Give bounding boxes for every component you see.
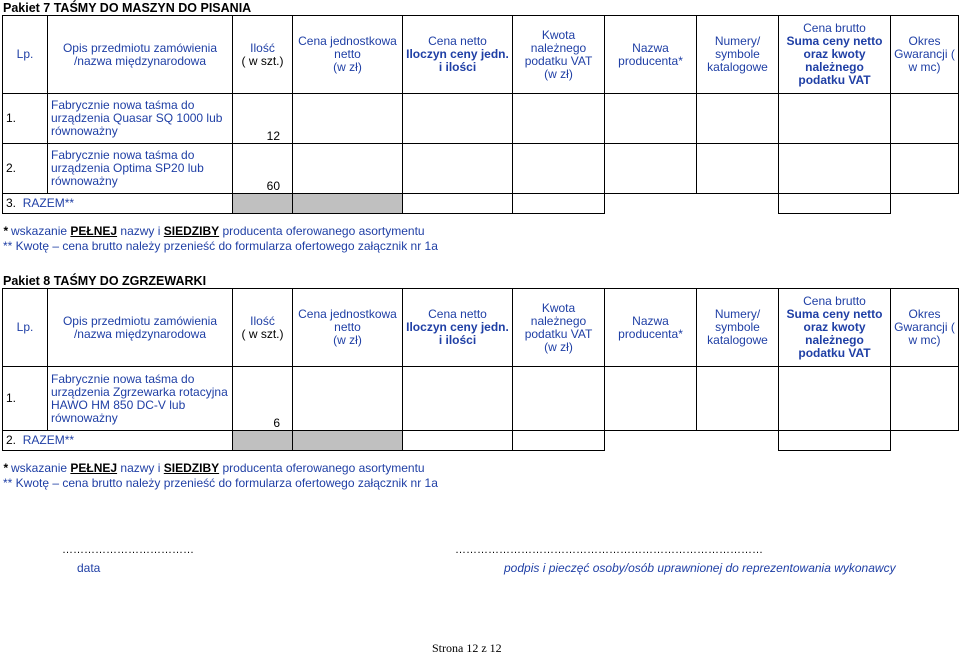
row-catalog[interactable] [697, 94, 779, 144]
note-text-d: SIEDZIBY [163, 461, 220, 475]
row-desc: Fabrycznie nowa taśma do urządzenia Optima SP20 lub równoważny [48, 144, 233, 194]
header-producer: Nazwa producenta* [605, 289, 697, 367]
total-label [3, 194, 233, 214]
total-gross[interactable] [779, 194, 891, 214]
row-qty: 60 [233, 144, 293, 194]
total-lp: 3. [6, 196, 17, 210]
row-desc: Fabrycznie nowa taśma do urządzenia Quasar SQ 1000 lub równoważny [48, 94, 233, 144]
row-producer[interactable] [605, 94, 697, 144]
note-text-e: producenta oferowanego asortymentu [222, 224, 425, 238]
signature-label: podpis i pieczęć osoby/osób uprawnionej do reprezentowania wykonawcy [504, 561, 896, 575]
header-gross [779, 16, 891, 94]
total-blank [605, 431, 779, 451]
row-net[interactable] [403, 144, 513, 194]
header-net-label: Cena netto [428, 307, 487, 321]
row-warranty[interactable] [891, 94, 959, 144]
note-text-a: wskazanie [11, 461, 68, 475]
note-star: * [3, 461, 8, 475]
header-gross [779, 289, 891, 367]
note-text-a: wskazanie [11, 224, 68, 238]
header-vat-unit: (w zł) [544, 339, 573, 354]
section2-title: Pakiet 8 TAŚMY DO ZGRZEWARKI [3, 274, 207, 288]
header-net [403, 289, 513, 367]
table-row [3, 367, 959, 431]
header-unit-price-label: Cena jednostkowa netto [298, 307, 397, 334]
section2-table [2, 288, 959, 451]
header-unit-price-unit: (w zł) [333, 333, 362, 347]
total-row [3, 194, 959, 214]
header-vat-label: Kwota należnego podatku VAT [524, 300, 593, 341]
section2-header-row [3, 289, 959, 367]
header-lp: Lp. [3, 16, 48, 94]
note-text-b: PEŁNEJ [70, 461, 118, 475]
header-producer: Nazwa producenta* [605, 16, 697, 94]
total-vat[interactable] [513, 431, 605, 451]
header-vat [513, 289, 605, 367]
note-text-e: producenta oferowanego asortymentu [222, 461, 425, 475]
total-blank [605, 194, 779, 214]
header-catalog: Numery/ symbole katalogowe [697, 16, 779, 94]
total-net[interactable] [403, 194, 513, 214]
total-unit-cell [293, 194, 403, 214]
row-vat[interactable] [513, 94, 605, 144]
date-dots: ……………………………… [62, 544, 194, 556]
header-gross-label: Cena brutto [803, 21, 866, 35]
row-unit-price[interactable] [293, 367, 403, 431]
header-vat [513, 16, 605, 94]
header-qty-label: Ilość [250, 40, 275, 55]
row-desc: Fabrycznie nowa taśma do urządzenia Zgrzewarka rotacyjna HAWO HM 850 DC-V lub równoważny [48, 367, 233, 431]
header-catalog: Numery/ symbole katalogowe [697, 289, 779, 367]
section2-note2: ** Kwotę – cena brutto należy przenieść do formularza ofertowego załącznik nr 1a [3, 476, 438, 490]
table-row [3, 94, 959, 144]
header-desc: Opis przedmiotu zamówienia /nazwa międzynarodowa [48, 289, 233, 367]
header-lp: Lp. [3, 289, 48, 367]
note-text-d: SIEDZIBY [163, 224, 220, 238]
total-row [3, 431, 959, 451]
section1-note1 [3, 224, 425, 239]
header-vat-label: Kwota należnego podatku VAT [524, 27, 593, 68]
date-label: data [77, 561, 101, 575]
row-qty: 12 [233, 94, 293, 144]
note-text-c: nazwy i [120, 461, 161, 475]
header-net-label: Cena netto [428, 34, 487, 48]
note-text-c: nazwy i [120, 224, 161, 238]
row-lp: 2. [3, 144, 48, 194]
total-gross[interactable] [779, 431, 891, 451]
row-catalog[interactable] [697, 367, 779, 431]
header-unit-price-unit: (w zł) [333, 60, 362, 74]
total-text: RAZEM** [22, 433, 75, 447]
section1-note2: ** Kwotę – cena brutto należy przenieść do formularza ofertowego załącznik nr 1a [3, 239, 438, 253]
header-gross-label: Cena brutto [803, 294, 866, 308]
header-qty [233, 289, 293, 367]
note-star: * [3, 224, 8, 238]
header-warranty: Okres Gwarancji ( w mc) [891, 289, 959, 367]
row-gross[interactable] [779, 94, 891, 144]
row-unit-price[interactable] [293, 94, 403, 144]
row-producer[interactable] [605, 367, 697, 431]
header-qty [233, 16, 293, 94]
header-gross-desc: Suma ceny netto oraz kwoty należnego podatku VAT [786, 34, 883, 87]
total-net[interactable] [403, 431, 513, 451]
total-text: RAZEM** [22, 196, 75, 210]
note-text-b: PEŁNEJ [70, 224, 118, 238]
row-vat[interactable] [513, 367, 605, 431]
row-gross[interactable] [779, 144, 891, 194]
header-warranty: Okres Gwarancji ( w mc) [891, 16, 959, 94]
row-warranty[interactable] [891, 144, 959, 194]
header-unit-price-label: Cena jednostkowa netto [298, 34, 397, 61]
sign-dots: ………………………………………………………………………… [455, 544, 763, 556]
section1-table [2, 15, 959, 214]
row-gross[interactable] [779, 367, 891, 431]
header-unit-price [293, 16, 403, 94]
row-net[interactable] [403, 367, 513, 431]
total-label [3, 431, 233, 451]
total-unit-cell [293, 431, 403, 451]
header-net-desc: Iloczyn ceny jedn. i ilości [406, 320, 509, 347]
header-qty-unit: ( w szt.) [241, 326, 284, 341]
total-qty-cell [233, 194, 293, 214]
header-unit-price [293, 289, 403, 367]
page-number: Strona 12 z 12 [432, 641, 502, 655]
row-unit-price[interactable] [293, 144, 403, 194]
row-warranty[interactable] [891, 367, 959, 431]
row-net[interactable] [403, 94, 513, 144]
total-blank-end [891, 431, 959, 451]
row-lp: 1. [3, 367, 48, 431]
row-producer[interactable] [605, 144, 697, 194]
row-lp: 1. [3, 94, 48, 144]
header-desc: Opis przedmiotu zamówienia /nazwa międzynarodowa [48, 16, 233, 94]
table-row [3, 144, 959, 194]
row-catalog[interactable] [697, 144, 779, 194]
header-qty-unit: ( w szt.) [241, 53, 284, 68]
section1-title: Pakiet 7 TAŚMY DO MASZYN DO PISANIA [3, 1, 252, 15]
header-qty-label: Ilość [250, 313, 275, 328]
total-lp: 2. [6, 433, 17, 447]
header-vat-unit: (w zł) [544, 66, 573, 81]
row-vat[interactable] [513, 144, 605, 194]
total-blank-end [891, 194, 959, 214]
section2-note1 [3, 461, 425, 476]
header-gross-desc: Suma ceny netto oraz kwoty należnego podatku VAT [786, 307, 883, 360]
total-qty-cell [233, 431, 293, 451]
header-net [403, 16, 513, 94]
header-net-desc: Iloczyn ceny jedn. i ilości [406, 47, 509, 74]
total-vat[interactable] [513, 194, 605, 214]
row-qty: 6 [233, 367, 293, 431]
section1-header-row [3, 16, 959, 94]
